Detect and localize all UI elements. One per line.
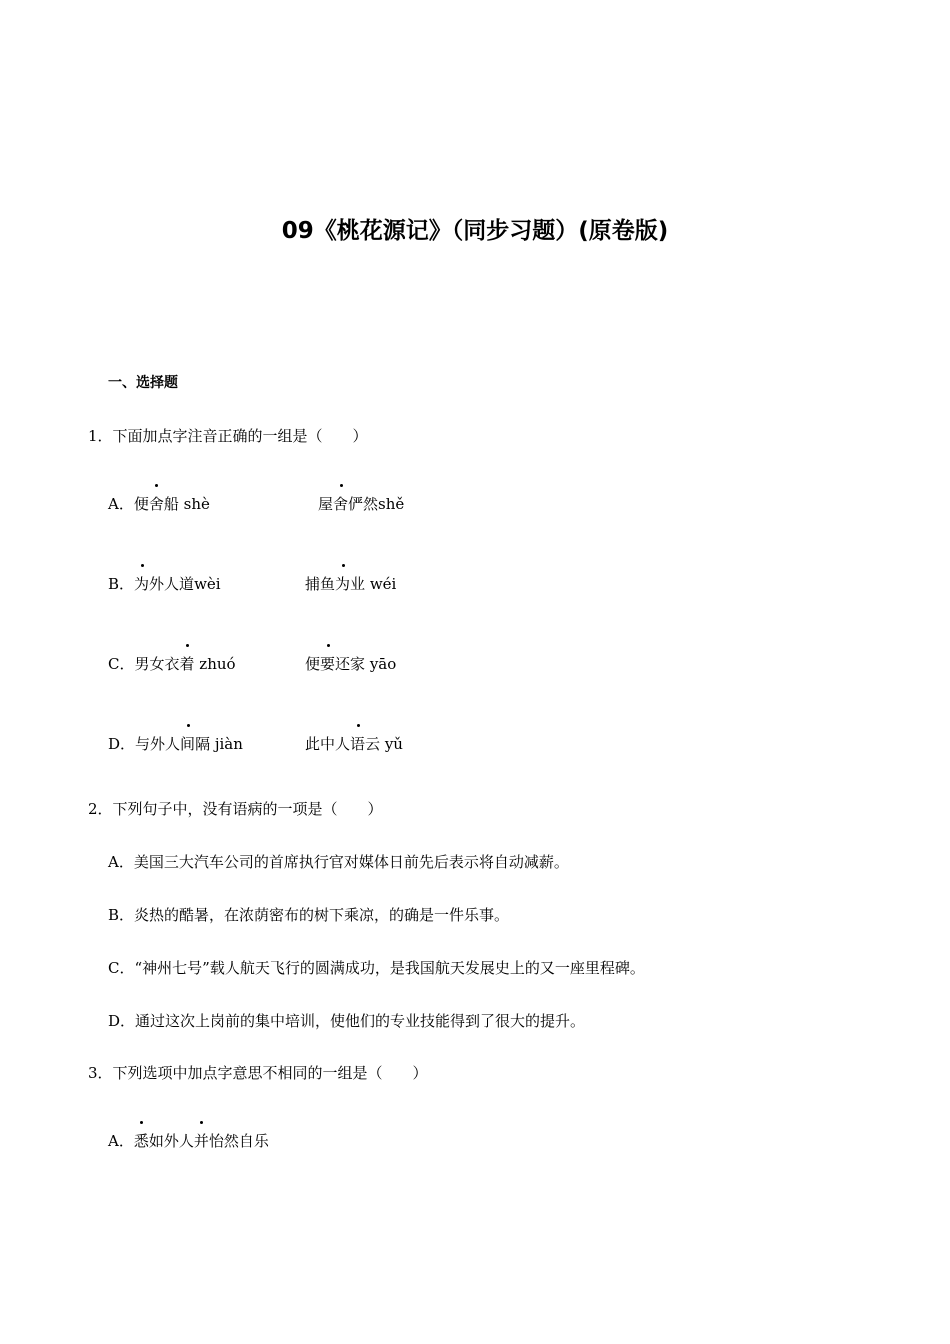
- option-label: A．: [108, 1132, 134, 1150]
- dotted-char: 为: [134, 575, 150, 593]
- q2-option-d: D．通过这次上岗前的集中培训，使他们的专业技能得到了很大的提升。: [108, 1012, 586, 1030]
- option-label: C．: [108, 655, 135, 673]
- option-label: B．: [108, 575, 135, 593]
- pinyin: yāo: [369, 655, 397, 673]
- q1-option-b: B．为外人道wèi: [108, 575, 221, 593]
- q1-option-c: C．男女衣着 zhuó: [108, 655, 236, 673]
- question-3-stem: 3．下列选项中加点字意思不相同的一组是（ ）: [88, 1064, 428, 1082]
- pinyin: zhuó: [199, 655, 236, 673]
- pinyin: yǔ: [384, 735, 403, 753]
- option-label: A．: [108, 495, 134, 513]
- q2-option-a: A．美国三大汽车公司的首席执行官对媒体日前先后表示将自动减薪。: [108, 853, 569, 871]
- dotted-char: 要: [320, 655, 336, 673]
- dotted-char: 着: [179, 655, 195, 673]
- section-heading: 一、选择题: [108, 375, 178, 391]
- q1-option-d-right: 此中人语云 yǔ: [305, 735, 403, 753]
- pinyin: shě: [378, 495, 405, 513]
- q1-option-a-right: 屋舍俨然shě: [318, 495, 405, 513]
- dotted-char: 舍: [333, 495, 349, 513]
- question-1-stem: 1．下面加点字注音正确的一组是（ ）: [88, 427, 368, 445]
- dotted-char: 并: [193, 1132, 209, 1150]
- dotted-char: 为: [335, 575, 351, 593]
- q1-option-a: A．便舍船 shè: [108, 495, 210, 513]
- pinyin: wèi: [194, 575, 221, 593]
- q3-option-a: A．悉如外人并怡然自乐: [108, 1132, 269, 1150]
- dotted-char: 间: [180, 735, 196, 753]
- q2-option-b: B．炎热的酷暑，在浓荫密布的树下乘凉，的确是一件乐事。: [108, 906, 510, 924]
- option-label: D．: [108, 735, 136, 753]
- q2-option-c: C．“神州七号”载人航天飞行的圆满成功，是我国航天发展史上的又一座里程碑。: [108, 959, 645, 977]
- question-2-stem: 2．下列句子中，没有语病的一项是（ ）: [88, 800, 383, 818]
- dotted-char: 舍: [148, 495, 164, 513]
- q1-option-b-right: 捕鱼为业 wéi: [305, 575, 397, 593]
- pinyin: shè: [183, 495, 210, 513]
- pinyin: wéi: [369, 575, 397, 593]
- q1-option-c-right: 便要还家 yāo: [305, 655, 397, 673]
- dotted-char: 语: [350, 735, 366, 753]
- document-title: 09《桃花源记》（同步习题）(原卷版): [281, 218, 669, 244]
- pinyin: jiàn: [214, 735, 243, 753]
- dotted-char: 悉: [133, 1132, 149, 1150]
- q1-option-d: D．与外人间隔 jiàn: [108, 735, 243, 753]
